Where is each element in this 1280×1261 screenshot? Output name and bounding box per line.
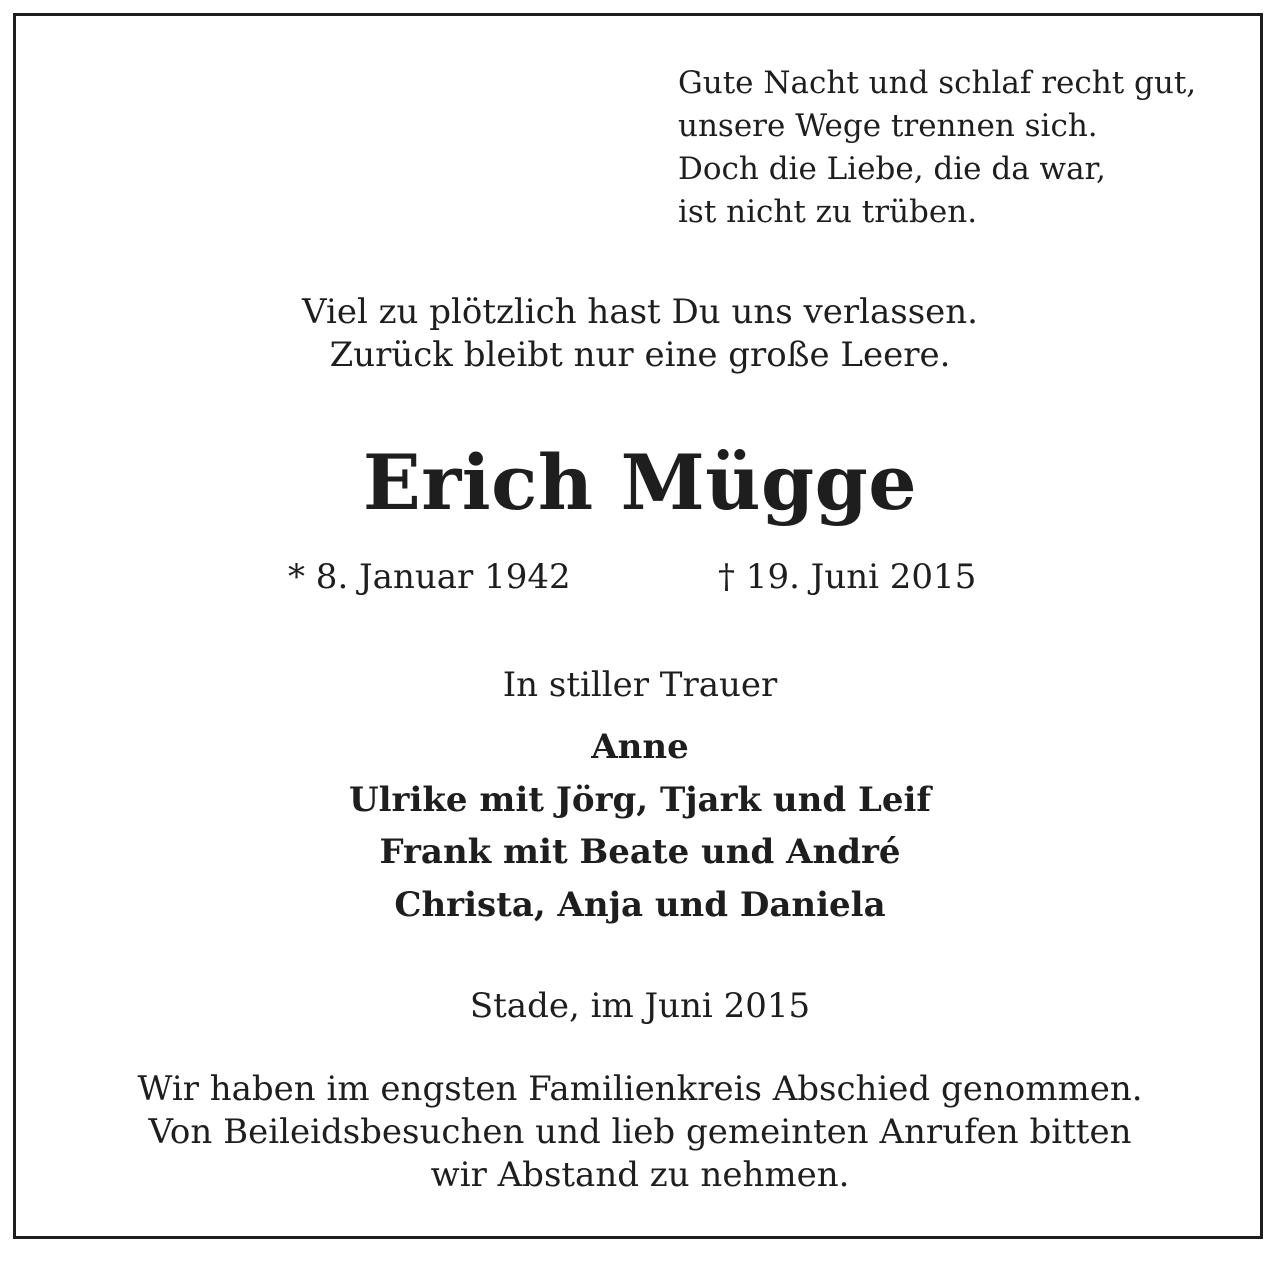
mourning-heading: In stiller Trauer bbox=[502, 665, 778, 705]
poem-line: unsere Wege trennen sich. bbox=[678, 108, 1098, 144]
poem-verse bbox=[678, 62, 1196, 234]
poem-line: ist nicht zu trüben. bbox=[678, 194, 978, 230]
notice-line: Von Beileidsbesuchen und lieb gemeinten Anrufen bitten bbox=[148, 1112, 1132, 1152]
place-and-date: Stade, im Juni 2015 bbox=[469, 986, 811, 1026]
intro-line: Zurück bleibt nur eine große Leere. bbox=[329, 335, 951, 375]
poem-line: Doch die Liebe, die da war, bbox=[678, 151, 1106, 187]
family-member: Frank mit Beate und André bbox=[379, 832, 901, 872]
family-member: Ulrike mit Jörg, Tjark und Leif bbox=[348, 779, 932, 820]
family-member: Anne bbox=[591, 727, 689, 767]
family-list bbox=[0, 721, 1280, 931]
intro-line: Viel zu plötzlich hast Du uns verlassen. bbox=[302, 292, 978, 332]
intro-text bbox=[0, 291, 1280, 377]
death-date: † 19. Juni 2015 bbox=[718, 557, 977, 597]
notice-line: wir Abstand zu nehmen. bbox=[430, 1155, 850, 1195]
family-member: Christa, Anja und Daniela bbox=[394, 884, 886, 925]
deceased-name: Erich Mügge bbox=[362, 438, 918, 527]
funeral-notice bbox=[0, 1068, 1280, 1197]
poem-line: Gute Nacht und schlaf recht gut, bbox=[678, 65, 1197, 101]
notice-line: Wir haben im engsten Familienkreis Abschied genommen. bbox=[137, 1069, 1143, 1109]
birth-date: * 8. Januar 1942 bbox=[288, 557, 571, 597]
